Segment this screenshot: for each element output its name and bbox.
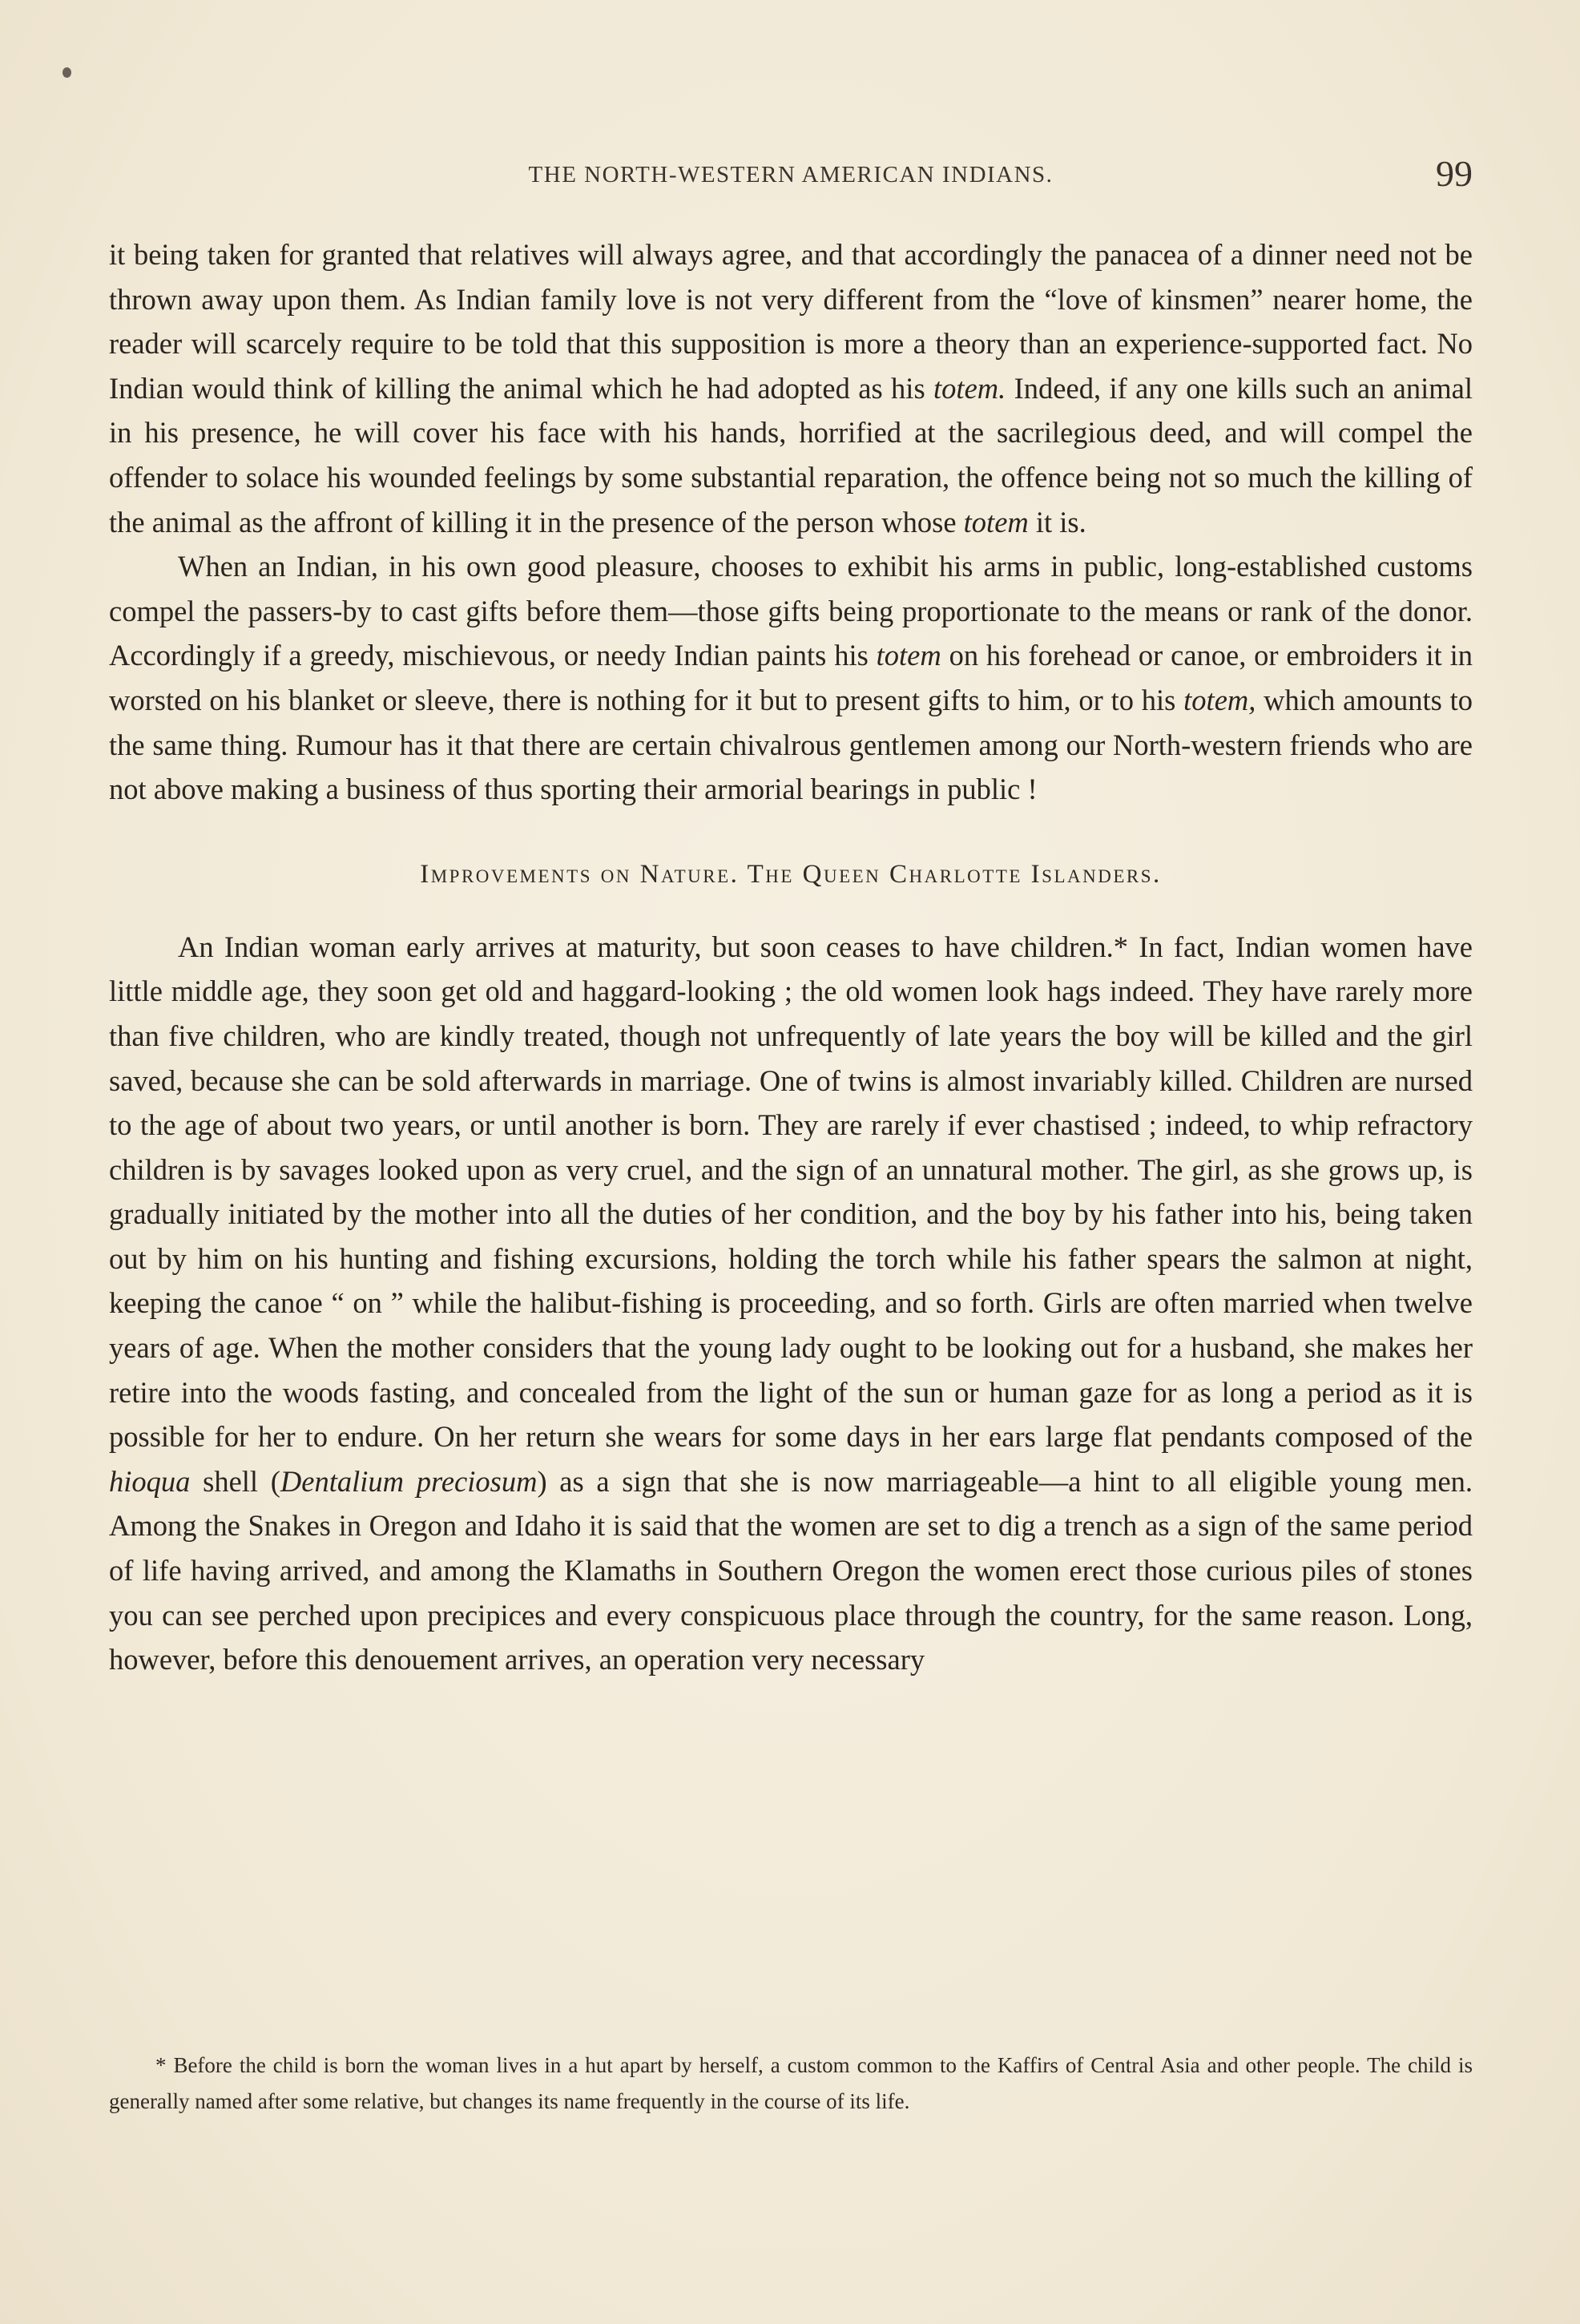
paragraph-2-part-a: When an Indian, in his own good pleasure, chooses to exhibit his arms in public, long-established customs compel the passers-by to cast gifts before them—those gifts being proportionate to the means or rank of the donor. Accordingly if a greedy, mischievous, or needy Indian paints his bbox=[109, 550, 1473, 672]
totem-italic: totem, bbox=[1183, 683, 1256, 716]
body-text bbox=[109, 232, 1473, 1682]
totem-italic: totem. bbox=[933, 371, 1006, 405]
paragraph-3 bbox=[109, 925, 1473, 1682]
totem-italic: totem bbox=[876, 639, 941, 672]
hioqua-italic: hioqua bbox=[109, 1464, 191, 1498]
ink-spot bbox=[62, 67, 71, 78]
running-head: THE NORTH-WESTERN AMERICAN INDIANS. bbox=[528, 162, 1054, 188]
paragraph-3-part-a: An Indian woman early arrives at maturity, but soon ceases to have children.* In fact, Indian women have little middle age, they soon get old and haggard-looking ; the old women look hags indeed. They have rarely more than five children, who are kindly treated, though not unfrequently of late years the boy will be killed and the girl saved, because she can be sold afterwards in marriage. One of twins is almost invariably killed. Children are nursed to the age of about two years, or until another is born. They are rarely if ever chastised ; indeed, to whip refractory children is by savages looked upon as very cruel, and the sign of an unnatural mother. The girl, as she grows up, is gradually initiated by the mother into all the duties of her condition, and the boy by his father into his, being taken out by him on his hunting and fishing excursions, holding the torch while his father spears the salmon at night, keeping the canoe “ on ” while the halibut-fishing is proceeding, and so forth. Girls are often married when twelve years of age. When the mother considers that the young lady ought to be looking out for a husband, she makes her retire into the woods fasting, and concealed from the light of the sun or human gaze for as long a period as it is possible for her to endure. On her return she wears for some days in her ears large flat pendants composed of the bbox=[109, 930, 1473, 1454]
paragraph-1-part-b: Indeed, if any one kills such an animal in his presence, he will cover his face with his hands, horrified at the sacrilegious deed, and will compel the offender to solace his wounded feelings by some substantial reparation, the offence being not so much the killing of the animal as the affront of killing it in the presence of the person whose bbox=[109, 371, 1473, 539]
totem-italic: totem bbox=[963, 505, 1029, 539]
paragraph-2-part-c: which amounts to the same thing. Rumour has it that there are certain chivalrous gentlemen among our North-western friends who are not above making a business of thus sporting their armorial bearings in public ! bbox=[109, 683, 1473, 806]
paragraph-1-part-a: it being taken for granted that relatives will always agree, and that accordingly the panacea of a dinner need not be thrown away upon them. As Indian family love is not very different from the “love of kinsmen” nearer home, the reader will scarcely require to be told that this supposition is more a theory than an experience-supported fact. No Indian would think of killing the animal which he had adopted as his bbox=[109, 238, 1473, 405]
paragraph-2-part-b: on his forehead or canoe, or embroiders it in worsted on his blanket or sleeve, there is nothing for it but to present gifts to him, or to his bbox=[109, 639, 1473, 716]
footnote: * Before the child is born the woman lives in a hut apart by herself, a custom common to the Kaffirs of Central Asia and other people. The child is generally named after some relative, but changes its name frequently in the course of its life. bbox=[109, 2053, 1473, 2113]
dentalium-italic: Dentalium preciosum bbox=[280, 1464, 538, 1498]
paragraph-3-part-b: shell ( bbox=[190, 1464, 280, 1498]
paragraph-2 bbox=[109, 544, 1473, 812]
paragraph-1-part-c: it is. bbox=[1028, 505, 1086, 539]
section-heading: Improvements on Nature. The Queen Charlotte Islanders. bbox=[420, 859, 1162, 889]
paragraph-3-part-c: ) as a sign that she is now marriageable—a hint to all eligible young men. Among the Snakes in Oregon and Idaho it is said that the women are set to dig a trench as a sign of the same period of life having arrived, and among the Klamaths in Southern Oregon the women erect those curious piles of stones you can see perched upon precipices and every conspicuous place through the country, for the same reason. Long, however, before this denouement arrives, an operation very necessary bbox=[109, 1464, 1473, 1676]
paragraph-1 bbox=[109, 232, 1473, 544]
page-header bbox=[109, 152, 1473, 200]
page-number: 99 bbox=[1436, 153, 1473, 194]
